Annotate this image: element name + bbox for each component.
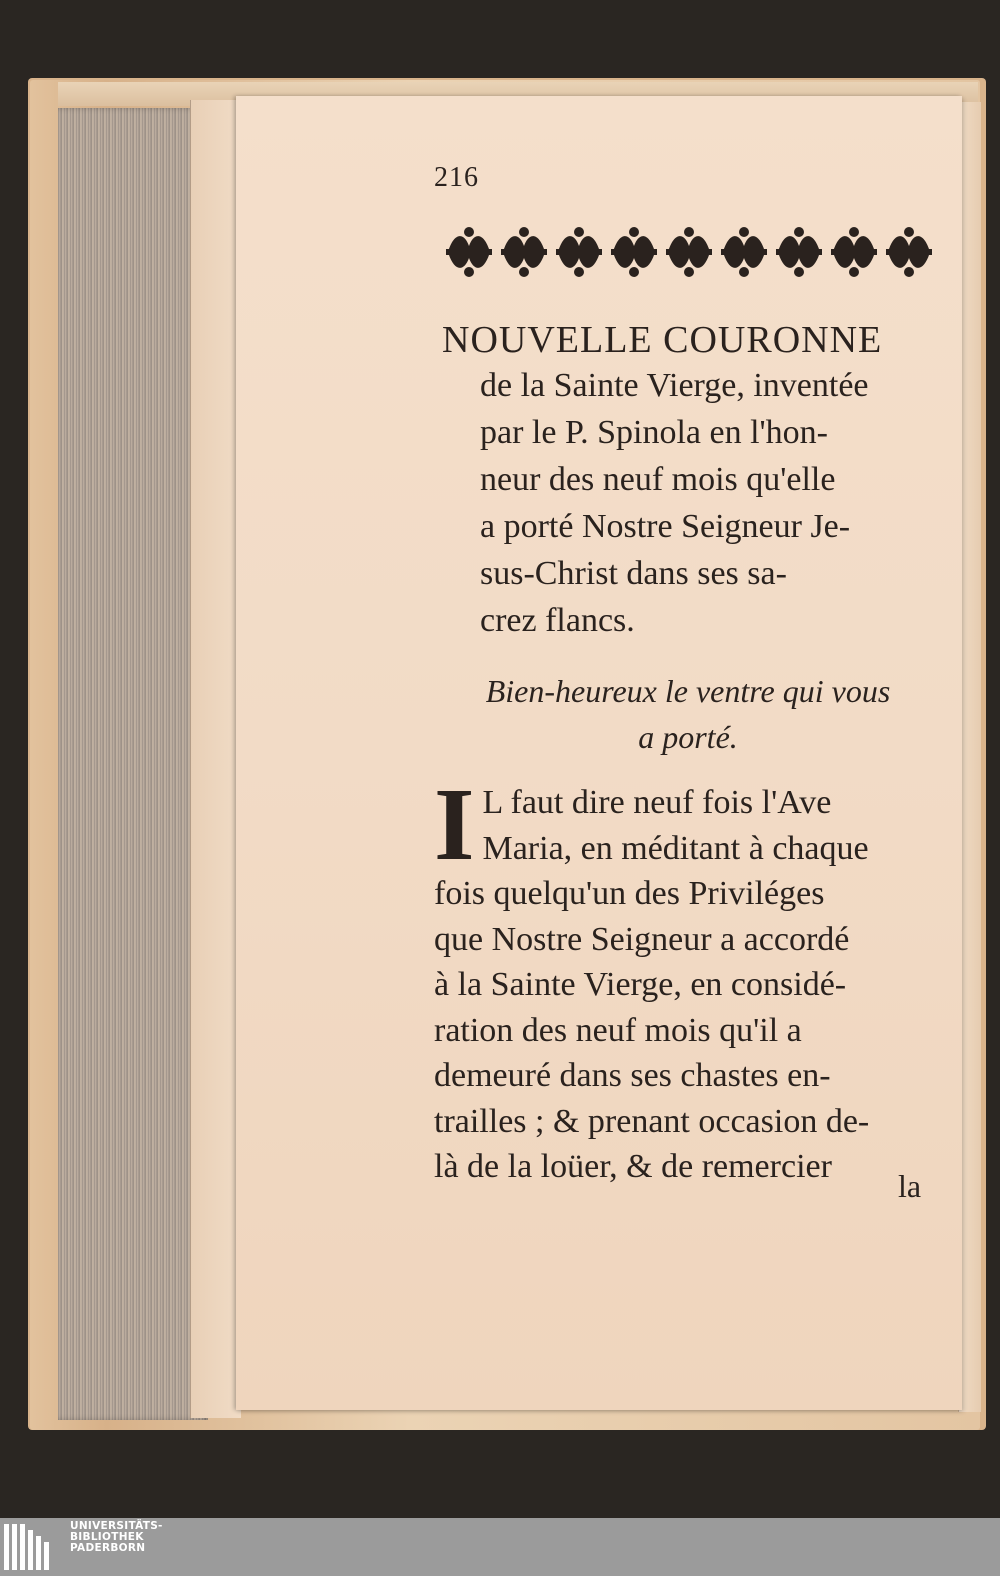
footer-bar — [0, 1518, 1000, 1576]
body-line: L faut dire neuf fois l'Ave — [482, 784, 832, 821]
body-line: trailles ; & prenant occasion de- — [434, 1102, 870, 1140]
library-name-line: PADERBORN — [70, 1542, 146, 1554]
body-line: fois quelqu'un des Priviléges — [434, 875, 825, 912]
drop-cap: I — [434, 767, 475, 882]
subtitle-line: de la Sainte Vierge, inventée — [480, 367, 869, 404]
body-line: à la Sainte Vierge, en considé- — [434, 966, 847, 1003]
ornament-band — [442, 222, 942, 282]
page-stack-inner — [190, 100, 241, 1418]
epigraph-line: Bien-heureux le ventre qui vous — [485, 673, 891, 709]
epigraph — [434, 668, 942, 760]
page-number: 216 — [434, 162, 479, 193]
body-line: que Nostre Seigneur a accordé — [434, 920, 850, 958]
subtitle-line: a porté Nostre Seigneur Je- — [480, 508, 851, 545]
body-paragraph — [434, 767, 942, 1190]
body-line: ration des neuf mois qu'il a — [434, 1011, 802, 1049]
library-name-line: BIBLIOTHEK — [70, 1531, 144, 1543]
page-stack — [58, 108, 208, 1420]
subtitle-line: crez flancs. — [480, 602, 635, 639]
library-name-line: UNIVERSITÄTS- — [70, 1520, 163, 1532]
catchword: la — [898, 1168, 922, 1204]
subtitle-line: sus-Christ dans ses sa- — [480, 555, 787, 592]
library-logo-icon — [0, 1518, 64, 1576]
library-name — [70, 1521, 163, 1554]
section-subtitle — [480, 362, 942, 644]
body-line: là de la loüer, & de remercier — [434, 1148, 832, 1185]
subtitle-line: neur des neuf mois qu'elle — [480, 461, 836, 498]
body-line: Maria, en méditant à chaque — [482, 829, 869, 867]
subtitle-line: par le P. Spinola en l'hon- — [480, 414, 828, 451]
section-heading: NOUVELLE COURONNE — [442, 319, 883, 361]
epigraph-line: a porté. — [638, 719, 738, 755]
body-line: demeuré dans ses chastes en- — [434, 1057, 831, 1094]
